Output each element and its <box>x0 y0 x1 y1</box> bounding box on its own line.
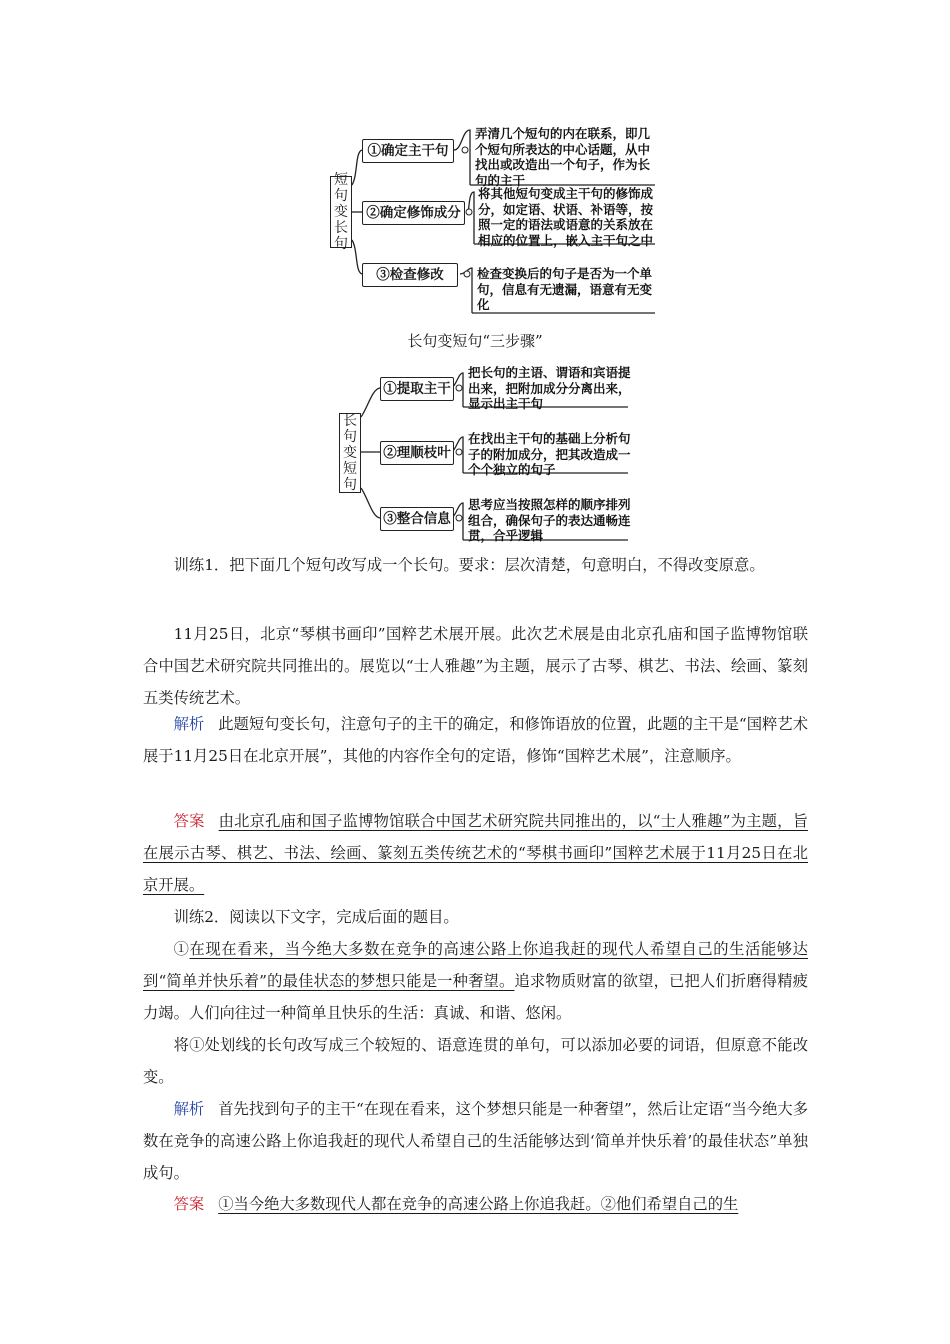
node-description: 弄清几个短句的内在联系，即几个短句所表达的中心话题，从中找出或改造出一个句子，作为长句的主干 <box>475 126 651 188</box>
node-label: ①确定主干句 <box>367 143 449 159</box>
passage-underlined: 在现在看来，当今绝大多数在竞争的高速公路上你追我赶的现代人希望自己的生活能够达到“简单并快乐着”的最佳状态的梦想只能是一种奢望。 <box>143 940 808 990</box>
exercise1-text <box>143 619 808 714</box>
analysis-label: 解析 <box>173 715 205 733</box>
node-extract-main <box>380 377 454 401</box>
node-integrate-info <box>380 507 454 531</box>
exercise1-prompt-text: 训练1．把下面几个短句改写成一个长句。要求：层次清楚，句意明白，不得改变原意。 <box>173 556 765 574</box>
diagram-caption: 长句变短句“三步骤” <box>407 332 543 350</box>
node-label: ③检查修改 <box>376 267 444 283</box>
exercise1-analysis <box>143 709 808 773</box>
node-description: 在找出主干句的基础上分析句子的附加成分，把其改造成一个个独立的句子 <box>468 431 631 477</box>
node-description: 将其他短句变成主干句的修饰成分，如定语、状语、补语等，按照一定的语法或语意的关系放在相应的位置上，嵌入主干句之中 <box>478 186 654 248</box>
diagram-long-to-short <box>0 355 950 555</box>
exercise2-passage <box>143 934 808 1029</box>
analysis-label: 解析 <box>173 1100 205 1118</box>
answer-text: 由北京孔庙和国子监博物馆联合中国艺术研究院共同推出的，以“士人雅趣”为主题，旨在展示古琴、棋艺、书法、绘画、篆刻五类传统艺术的“琴棋书画印”国粹艺术展于11月25日在北京开展。 <box>143 812 808 894</box>
analysis-text: 首先找到句子的主干“在现在看来，这个梦想只能是一种奢望”，然后让定语“当今绝大多数在竞争的高速公路上你追我赶的现代人希望自己的生活能够达到‘简单并快乐着’的最佳状态”单独成句。 <box>143 1100 808 1182</box>
node-description: 把长句的主语、谓语和宾语提出来，把附加成分分离出来，显示出主干句 <box>468 365 631 411</box>
node-description: 检查变换后的句子是否为一个单句，信息有无遗漏，语意有无变化 <box>477 266 653 312</box>
node-sort-branches <box>380 441 454 465</box>
exercise2-analysis <box>143 1094 808 1189</box>
exercise1-passage: 11月25日，北京“琴棋书画印”国粹艺术展开展。此次艺术展是由北京孔庙和国子监博物馆联合中国艺术研究院共同推出的。展览以“士人雅趣”为主题，展示了古琴、棋艺、书法、绘画、篆刻五类传统艺术。 <box>143 625 808 707</box>
answer-label: 答案 <box>173 812 205 830</box>
exercise1-answer <box>143 806 808 901</box>
exercise1-prompt <box>143 550 808 582</box>
diagram-root-label: 长句变短句 <box>343 413 357 493</box>
analysis-text: 此题短句变长句，注意句子的主干的确定，和修饰语放的位置，此题的主干是“国粹艺术展于11月25日在北京开展”，其他的内容作全句的定语，修饰“国粹艺术展”，注意顺序。 <box>143 715 808 765</box>
diagram-root <box>339 413 361 493</box>
node-description: 思考应当按照怎样的顺序排列组合，确保句子的表达通畅连贯，合乎逻辑 <box>468 497 631 543</box>
node-label: ③整合信息 <box>383 511 451 527</box>
passage-rest: 追求物质财富的欲望，已把人们折磨得精疲力竭。人们向往过一种简单且快乐的生活：真诚、和谐、悠闲。 <box>143 971 808 1022</box>
exercise2-answer <box>143 1189 808 1221</box>
passage-number: ① <box>173 940 190 958</box>
node-label: ①提取主干 <box>383 381 451 397</box>
diagram-root <box>330 172 352 252</box>
exercise2-question <box>143 1030 808 1094</box>
exercise2-prompt <box>143 902 808 934</box>
exercise2-question-text: 将①处划线的长句改写成三个较短的、语意连贯的单句，可以添加必要的词语，但原意不能改变。 <box>143 1036 808 1086</box>
node-confirm-main-clause <box>362 139 454 163</box>
answer-label: 答案 <box>173 1195 205 1213</box>
node-confirm-modifiers <box>362 201 465 225</box>
node-label: ②确定修饰成分 <box>366 205 461 221</box>
diagram-short-to-long <box>0 0 950 320</box>
answer-text: ①当今绝大多数现代人都在竞争的高速公路上你追我赶。②他们希望自己的生 <box>218 1195 739 1213</box>
diagram-root-label: 短句变长句 <box>334 172 348 252</box>
node-check-revise <box>362 263 458 287</box>
node-label: ②理顺枝叶 <box>383 445 451 461</box>
exercise2-prompt-text: 训练2．阅读以下文字，完成后面的题目。 <box>173 908 459 926</box>
